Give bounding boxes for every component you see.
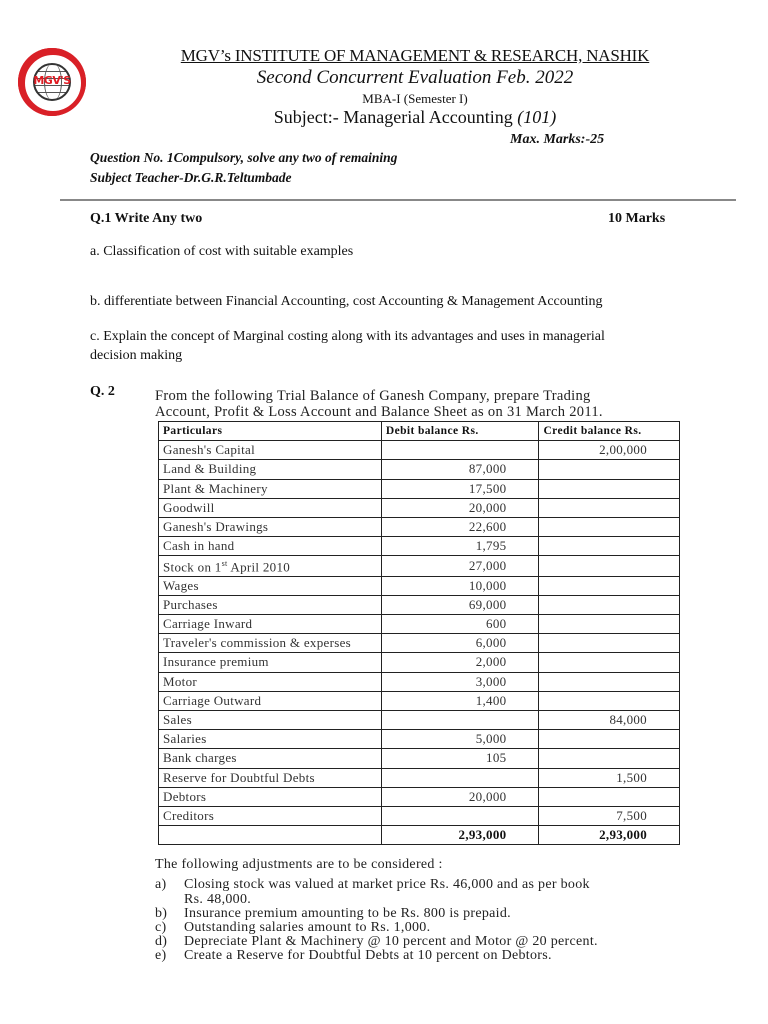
particular: Ganesh's Capital bbox=[159, 441, 382, 460]
table-row bbox=[159, 537, 680, 556]
debit bbox=[381, 806, 539, 825]
adjustment-text: Insurance premium amounting to be Rs. 800 is prepaid. bbox=[184, 906, 511, 921]
q1-marks: 10 Marks bbox=[608, 211, 666, 226]
particular: Cash in hand bbox=[159, 537, 382, 556]
particular: Plant & Machinery bbox=[159, 479, 382, 498]
evaluation-title: Second Concurrent Evaluation Feb. 2022 bbox=[256, 67, 574, 88]
table-row bbox=[159, 691, 680, 710]
table-row bbox=[159, 595, 680, 614]
q2-intro bbox=[155, 388, 603, 420]
credit bbox=[539, 787, 680, 806]
adjustment-item bbox=[155, 934, 704, 949]
particular: Sales bbox=[159, 710, 382, 729]
credit: 2,00,000 bbox=[539, 441, 680, 460]
adjustment-item bbox=[155, 906, 704, 921]
debit bbox=[381, 710, 539, 729]
particular: Reserve for Doubtful Debts bbox=[159, 768, 382, 787]
subject-title bbox=[120, 107, 710, 128]
table-row bbox=[159, 615, 680, 634]
table-row bbox=[159, 749, 680, 768]
logo-text: MGV'S bbox=[33, 74, 71, 87]
q1-item-c-cont: decision making bbox=[90, 348, 183, 363]
debit: 1,795 bbox=[381, 537, 539, 556]
particular: Salaries bbox=[159, 730, 382, 749]
table-row bbox=[159, 768, 680, 787]
credit bbox=[539, 691, 680, 710]
particular: Insurance premium bbox=[159, 653, 382, 672]
debit: 2,000 bbox=[381, 653, 539, 672]
table-row bbox=[159, 672, 680, 691]
particular: Carriage Inward bbox=[159, 615, 382, 634]
semester-label: MBA-I (Semester I) bbox=[362, 91, 468, 106]
trial-balance-table bbox=[158, 421, 680, 845]
debit: 27,000 bbox=[381, 556, 539, 576]
q2-title: Q. 2 bbox=[90, 384, 115, 399]
adjustment-item bbox=[155, 877, 704, 907]
institute-name: MGV’s INSTITUTE OF MANAGEMENT & RESEARCH, NASHIK bbox=[180, 46, 650, 65]
debit: 20,000 bbox=[381, 787, 539, 806]
debit: 600 bbox=[381, 615, 539, 634]
header-credit: Credit balance Rs. bbox=[539, 422, 680, 441]
particular: Creditors bbox=[159, 806, 382, 825]
particular: Debtors bbox=[159, 787, 382, 806]
debit: 5,000 bbox=[381, 730, 539, 749]
table-row bbox=[159, 517, 680, 536]
particular: Bank charges bbox=[159, 749, 382, 768]
debit: 22,600 bbox=[381, 517, 539, 536]
credit bbox=[539, 576, 680, 595]
table-row bbox=[159, 576, 680, 595]
q2-intro-line-1: From the following Trial Balance of Ganesh Company, prepare Trading bbox=[155, 388, 591, 404]
adjustment-item bbox=[155, 948, 704, 963]
table-row bbox=[159, 441, 680, 460]
adjustment-line: Closing stock was valued at market price Rs. 46,000 and as per book bbox=[184, 877, 590, 892]
table-row bbox=[159, 556, 680, 576]
adjustments-heading: The following adjustments are to be considered : bbox=[155, 857, 443, 872]
credit: 1,500 bbox=[539, 768, 680, 787]
table-row bbox=[159, 710, 680, 729]
credit bbox=[539, 479, 680, 498]
q1-title: Q.1 Write Any two bbox=[90, 211, 203, 226]
table-row bbox=[159, 498, 680, 517]
particular: Purchases bbox=[159, 595, 382, 614]
table-header-row bbox=[159, 422, 680, 441]
debit: 10,000 bbox=[381, 576, 539, 595]
credit bbox=[539, 556, 680, 576]
adjustment-label: d) bbox=[155, 934, 168, 949]
q1-item-b: b. differentiate between Financial Accounting, cost Accounting & Management Accounting bbox=[90, 294, 603, 309]
particular: Carriage Outward bbox=[159, 691, 382, 710]
total-credit: 2,93,000 bbox=[539, 826, 680, 845]
adjustment-item bbox=[155, 920, 704, 935]
debit: 3,000 bbox=[381, 672, 539, 691]
credit bbox=[539, 517, 680, 536]
debit: 1,400 bbox=[381, 691, 539, 710]
q1-item-a: a. Classification of cost with suitable examples bbox=[90, 244, 354, 259]
table-row bbox=[159, 634, 680, 653]
adjustment-label: e) bbox=[155, 948, 167, 963]
debit: 87,000 bbox=[381, 460, 539, 479]
adjustment-text: Depreciate Plant & Machinery @ 10 percent and Motor @ 20 percent. bbox=[184, 934, 598, 949]
adjustment-label: a) bbox=[155, 877, 167, 892]
particular bbox=[159, 556, 382, 576]
subject-name: Subject:- Managerial Accounting bbox=[273, 107, 518, 127]
table-row bbox=[159, 479, 680, 498]
table-total-row bbox=[159, 826, 680, 845]
adjustment-text bbox=[184, 877, 704, 907]
credit bbox=[539, 672, 680, 691]
header-particulars: Particulars bbox=[159, 422, 382, 441]
debit bbox=[381, 441, 539, 460]
credit bbox=[539, 653, 680, 672]
q1-item-c: c. Explain the concept of Marginal costing along with its advantages and uses in managerial bbox=[90, 329, 605, 344]
debit: 17,500 bbox=[381, 479, 539, 498]
table-row bbox=[159, 806, 680, 825]
debit: 6,000 bbox=[381, 634, 539, 653]
header-debit: Debit balance Rs. bbox=[381, 422, 539, 441]
particular: Motor bbox=[159, 672, 382, 691]
particular-text-rest: April 2010 bbox=[227, 559, 291, 575]
table-row bbox=[159, 653, 680, 672]
adjustment-line-cont: Rs. 48,000. bbox=[184, 892, 252, 907]
institute-logo bbox=[18, 48, 86, 116]
particular: Goodwill bbox=[159, 498, 382, 517]
total-debit: 2,93,000 bbox=[381, 826, 539, 845]
subject-teacher: Subject Teacher-Dr.G.R.Teltumbade bbox=[90, 170, 292, 185]
credit bbox=[539, 730, 680, 749]
credit bbox=[539, 615, 680, 634]
credit bbox=[539, 749, 680, 768]
particular: Wages bbox=[159, 576, 382, 595]
credit bbox=[539, 498, 680, 517]
adjustment-text: Outstanding salaries amount to Rs. 1,000. bbox=[184, 920, 431, 935]
credit bbox=[539, 634, 680, 653]
debit: 69,000 bbox=[381, 595, 539, 614]
ordinal-suffix: st bbox=[221, 559, 228, 569]
particular: Land & Building bbox=[159, 460, 382, 479]
credit bbox=[539, 595, 680, 614]
credit: 84,000 bbox=[539, 710, 680, 729]
max-marks: Max. Marks:-25 bbox=[510, 132, 605, 147]
instruction-text: Question No. 1Compulsory, solve any two of remaining bbox=[90, 150, 398, 165]
adjustment-text: Create a Reserve for Doubtful Debts at 10 percent on Debtors. bbox=[184, 948, 552, 963]
adjustment-label: c) bbox=[155, 920, 167, 935]
particular-text: Stock on 1 bbox=[163, 559, 222, 575]
table-row bbox=[159, 730, 680, 749]
debit bbox=[381, 768, 539, 787]
credit bbox=[539, 537, 680, 556]
table-row bbox=[159, 460, 680, 479]
q2-intro-line-2: Account, Profit & Loss Account and Balance Sheet as on 31 March 2011. bbox=[155, 404, 603, 420]
credit: 7,500 bbox=[539, 806, 680, 825]
credit bbox=[539, 460, 680, 479]
particular: Ganesh's Drawings bbox=[159, 517, 382, 536]
total-label bbox=[159, 826, 382, 845]
table-row bbox=[159, 787, 680, 806]
debit: 20,000 bbox=[381, 498, 539, 517]
debit: 105 bbox=[381, 749, 539, 768]
subject-code: (101) bbox=[517, 107, 557, 127]
particular: Traveler's commission & experses bbox=[159, 634, 382, 653]
header-divider bbox=[60, 199, 736, 201]
adjustment-label: b) bbox=[155, 906, 168, 921]
